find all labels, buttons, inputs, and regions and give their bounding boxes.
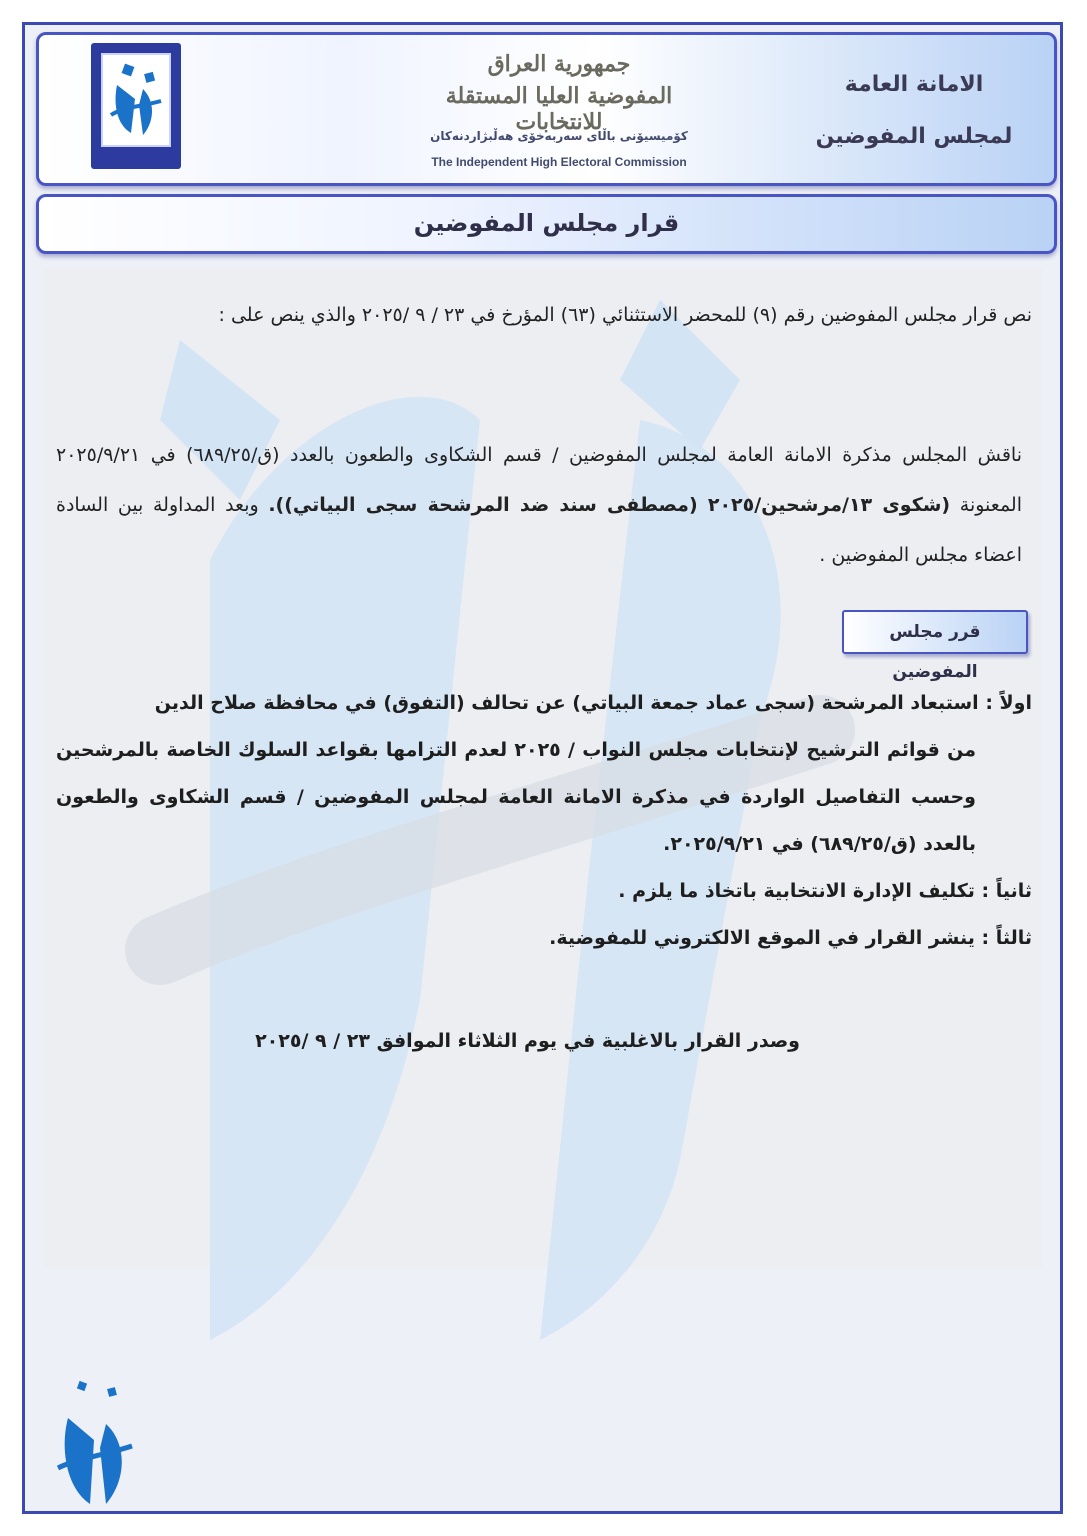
secretariat-title (814, 59, 1014, 163)
decision-title: قرار مجلس المفوضين (413, 209, 680, 237)
item-first-lead: اولاً : استبعاد المرشحة (سجى عماد جمعة البياتي) عن تحالف (التفوق) في محافظة صلاح الدين (154, 692, 1032, 714)
decided-label-box (842, 610, 1028, 682)
secretariat-line-1: الامانة العامة (844, 72, 984, 97)
commission-title-ar: المفوضية العليا المستقلة للانتخابات (445, 83, 673, 135)
item-third: ثالثاً : ينشر القرار في الموقع الالكتروني للمفوضية. (549, 927, 1032, 949)
republic-title: جمهورية العراق (487, 51, 631, 77)
discussion-text-2: وبعد المداولة بين السادة اعضاء مجلس المفوضين . (56, 494, 1022, 566)
decision-items (56, 680, 1032, 962)
footer-logo (56, 1378, 136, 1508)
commission-title-en: The Independent High Electoral Commission (431, 155, 687, 169)
secretariat-line-2: لمجلس المفوضين (815, 124, 1013, 149)
discussion-complaint: (شكوى ١٣/مرشحين/٢٠٢٥ (مصطفى سند ضد المرشحة سجى البياتي)). (268, 494, 951, 516)
decided-label: قرر مجلس المفوضين (889, 622, 981, 682)
issued-statement: وصدر القرار بالاغلبية في يوم الثلاثاء الموافق ٢٣ / ٩ /٢٠٢٥ (255, 1030, 800, 1052)
intro-paragraph: نص قرار مجلس المفوضين رقم (٩) للمحضر الاستثنائي (٦٣) المؤرخ في ٢٣ / ٩ /٢٠٢٥ والذي ينص على : (218, 304, 1032, 326)
commission-title-kurd: كۆمیسیۆنی باڵای سەربەخۆی هەڵبژاردنەکان (430, 129, 688, 143)
commission-logo (91, 43, 181, 169)
item-second: ثانياً : تكليف الإدارة الانتخابية باتخاذ ما يلزم . (618, 880, 1032, 902)
decision-title-bar (36, 194, 1057, 254)
item-first-rest: من قوائم الترشيح لإنتخابات مجلس النواب / ٢٠٢٥ لعدم التزامها بقواعد السلوك الخاصة بالمرشحين وحسب التفاصيل الواردة في مذكرة الامانة العامة لمجلس المفوضين / قسم الشكاوى والطعون بالعدد (ق/٦٨٩/٢٥) في ٢٠٢٥/٩/٢١. (56, 739, 976, 855)
header-banner (36, 32, 1057, 186)
discussion-paragraph (56, 430, 1022, 580)
discussion-text-1: ناقش المجلس مذكرة الامانة العامة لمجلس المفوضين / قسم الشكاوى والطعون بالعدد (ق/٦٨٩/٢٥) في ٢٠٢٥/٩/٢١ المعنونة (56, 444, 1023, 516)
